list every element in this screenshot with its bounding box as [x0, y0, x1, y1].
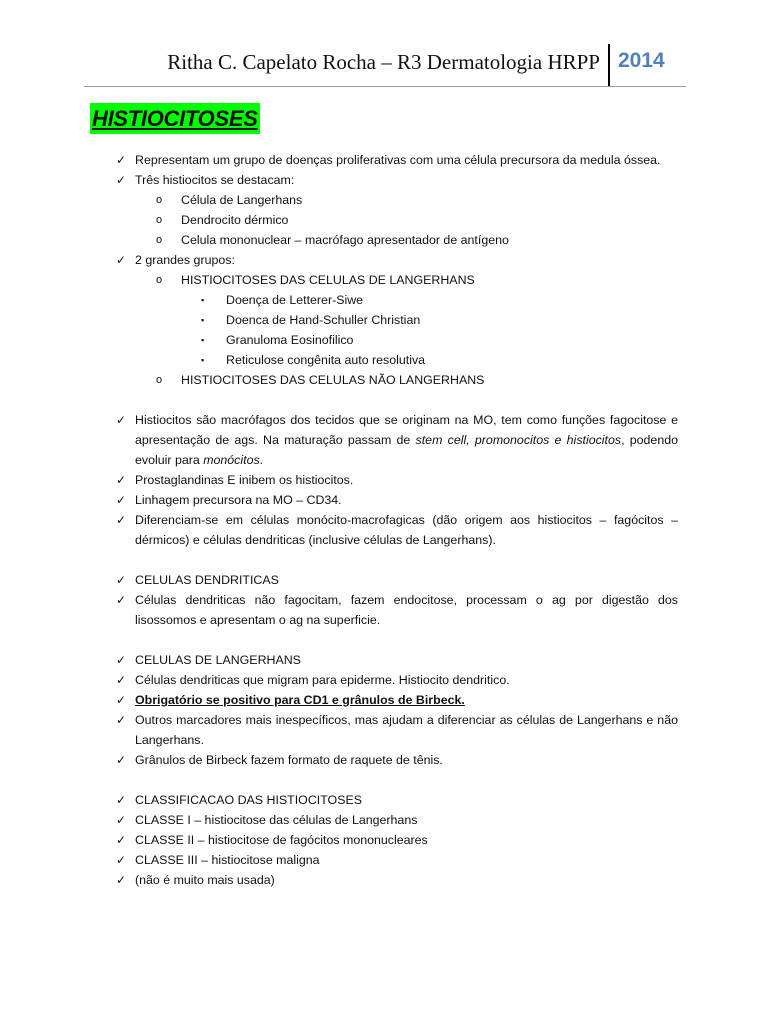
list-item-text: CLASSE III – histiocitose maligna [135, 853, 320, 867]
checkmark-icon: ✓ [115, 873, 127, 887]
list-item-text: Células dendriticas que migram para epiderme. Histiocito dendritico. [135, 673, 510, 687]
checkmark-icon: ✓ [115, 813, 127, 827]
list-item-text: 2 grandes grupos: [135, 253, 235, 267]
sub-list-item-text: Dendrocito dérmico [181, 213, 289, 227]
text-run: Histiocitos são macrófagos dos tecidos que se originam na MO, tem como funções fagocitose e apresentação de ags. Na maturação passam de [135, 413, 678, 447]
list-item [0, 670, 768, 690]
sub-list-item [0, 230, 768, 250]
section-heading: CLASSIFICACAO DAS HISTIOCITOSES [135, 793, 362, 807]
checkmark-icon: ✓ [115, 153, 127, 167]
sub-sub-list-item [0, 350, 768, 370]
list-item-text: Representam um grupo de doenças proliferativas com uma célula precursora da medula óssea. [135, 153, 661, 167]
sub-sub-list-item-text: Doenca de Hand-Schuller Christian [226, 313, 421, 327]
checkmark-icon: ✓ [115, 793, 127, 807]
list-item [0, 710, 768, 750]
list-item-text: Linhagem precursora na MO – CD34. [135, 493, 342, 507]
list-item [0, 150, 768, 170]
list-item [0, 470, 768, 490]
list-item [0, 250, 768, 270]
list-item-text: (não é muito mais usada) [135, 873, 275, 887]
checkmark-icon: ✓ [115, 593, 127, 607]
list-item [0, 810, 768, 830]
square-bullet-icon: ▪ [201, 355, 205, 365]
circle-bullet-icon: o [156, 194, 163, 206]
sub-sub-list-item-text: Reticulose congênita auto resolutiva [226, 353, 426, 367]
square-bullet-icon: ▪ [201, 295, 205, 305]
sub-sub-list-item-text: Granuloma Eosinofilico [226, 333, 354, 347]
checkmark-icon: ✓ [115, 173, 127, 187]
square-bullet-icon: ▪ [201, 335, 205, 345]
list-item-text: Grânulos de Birbeck fazem formato de raquete de tênis. [135, 753, 443, 767]
checkmark-icon: ✓ [115, 413, 127, 427]
list-item-text: Diferenciam-se em células monócito-macrofagicas (dão origem aos histiocitos – fagócitos – dérmicos) e células dendriticas (inclusive células de Langerhans). [135, 513, 678, 547]
list-item [0, 790, 768, 810]
list-item [0, 850, 768, 870]
list-item [0, 830, 768, 850]
sub-list-item-text: Célula de Langerhans [181, 193, 303, 207]
sub-sub-list-item-text: Doença de Letterer-Siwe [226, 293, 364, 307]
circle-bullet-icon: o [156, 214, 163, 226]
sub-list-item-text: HISTIOCITOSES DAS CELULAS NÃO LANGERHANS [181, 373, 485, 387]
list-item [0, 750, 768, 770]
checkmark-icon: ✓ [115, 473, 127, 487]
header-separator [608, 44, 610, 86]
sub-sub-list-item [0, 330, 768, 350]
checkmark-icon: ✓ [115, 713, 127, 727]
list-item-text: Células dendriticas não fagocitam, fazem endocitose, processam o ag por digestão dos lisossomos e apresentam o ag na superficie. [135, 593, 678, 627]
header-author: Ritha C. Capelato Rocha – R3 Dermatologia HRPP [167, 50, 600, 74]
list-item [0, 570, 768, 590]
sub-list-item-text: HISTIOCITOSES DAS CELULAS DE LANGERHANS [181, 273, 475, 287]
circle-bullet-icon: o [156, 274, 163, 286]
page-header [84, 44, 686, 87]
list-item [0, 490, 768, 510]
document-body [0, 150, 768, 890]
sub-sub-list-item [0, 310, 768, 330]
square-bullet-icon: ▪ [201, 315, 205, 325]
section-heading: CELULAS DENDRITICAS [135, 573, 279, 587]
checkmark-icon: ✓ [115, 493, 127, 507]
list-item-text: CLASSE II – histiocitose de fagócitos mononucleares [135, 833, 428, 847]
checkmark-icon: ✓ [115, 693, 127, 707]
circle-bullet-icon: o [156, 374, 163, 386]
list-item [0, 510, 768, 550]
list-item [0, 590, 768, 630]
text-run: . [259, 453, 264, 467]
list-item-text: Outros marcadores mais inespecíficos, mas ajudam a diferenciar as células de Langerhans e não Langerhans. [135, 713, 678, 747]
checkmark-icon: ✓ [115, 853, 127, 867]
list-item-text: Três histiocitos se destacam: [135, 173, 295, 187]
emphasized-text: Obrigatório se positivo para CD1 e grânulos de Birbeck. [135, 693, 465, 707]
list-item-text [135, 410, 678, 470]
italic-text-run: stem cell, promonocitos e histiocitos [415, 433, 622, 447]
checkmark-icon: ✓ [115, 833, 127, 847]
document-title: HISTIOCITOSES [90, 103, 260, 134]
checkmark-icon: ✓ [115, 673, 127, 687]
text-run: , podendo evoluir para [135, 433, 679, 467]
checkmark-icon: ✓ [115, 753, 127, 767]
circle-bullet-icon: o [156, 234, 163, 246]
section-heading: CELULAS DE LANGERHANS [135, 653, 301, 667]
sub-sub-list-item [0, 290, 768, 310]
checkmark-icon: ✓ [115, 653, 127, 667]
list-item [0, 870, 768, 890]
header-year: 2014 [618, 49, 665, 72]
sub-list-item [0, 190, 768, 210]
sub-list-item [0, 210, 768, 230]
sub-list-item-text: Celula mononuclear – macrófago apresentador de antígeno [181, 233, 509, 247]
list-item-text: Prostaglandinas E inibem os histiocitos. [135, 473, 354, 487]
list-item-text: CLASSE I – histiocitose das células de Langerhans [135, 813, 418, 827]
checkmark-icon: ✓ [115, 513, 127, 527]
list-item [0, 690, 768, 710]
italic-text-run: monócitos [203, 453, 260, 467]
sub-list-item [0, 270, 768, 290]
list-item [0, 650, 768, 670]
list-item [0, 410, 768, 470]
list-item [0, 170, 768, 190]
sub-list-item [0, 370, 768, 390]
checkmark-icon: ✓ [115, 253, 127, 267]
checkmark-icon: ✓ [115, 573, 127, 587]
